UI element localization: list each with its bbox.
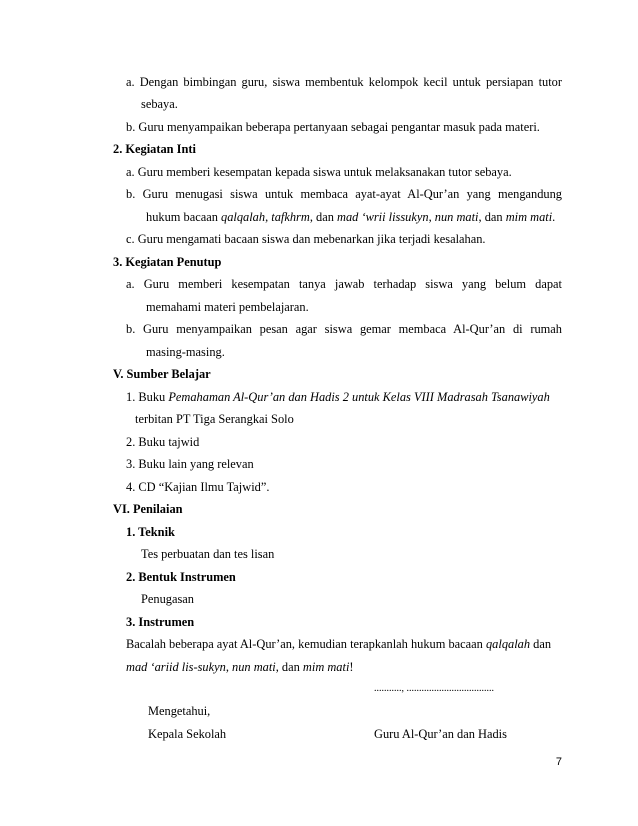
mengetahui-label: Mengetahui, [148,704,211,718]
term-nun-mati: nun mati [434,210,479,224]
inti-a: a. Guru memberi kesempatan kepada siswa untuk melaksanakan tutor sebaya. [126,165,512,179]
sumber-2: 2. Buku tajwid [126,435,200,449]
instrumen-line1 [126,636,551,652]
instrumen-heading: 3. Instrumen [126,615,195,629]
bentuk-instrumen-value: Penugasan [141,592,194,606]
kegiatan-penutup-heading: 3. Kegiatan Penutup [113,255,222,269]
sumber-4: 4. CD “Kajian Ilmu Tajwid”. [126,480,270,494]
pembukaan-a-line1: a. Dengan bimbingan guru, siswa membentuk kelompok kecil untuk persiapan tutor [126,75,562,89]
pembukaan-b: b. Guru menyampaikan beberapa pertanyaan sebagai pengantar masuk pada materi. [126,120,540,134]
penutup-a-line2: memahami materi pembelajaran. [146,300,309,314]
kepala-sekolah-label: Kepala Sekolah [148,727,227,741]
inti-c: c. Guru mengamati bacaan siswa dan mebenarkan jika terjadi kesalahan. [126,232,486,246]
sumber-1-line2: terbitan PT Tiga Serangkai Solo [135,412,294,426]
sumber-3: 3. Buku lain yang relevan [126,457,254,471]
place-date: ..........., ................................... [374,683,494,694]
text-run: hukum bacaan [146,210,222,224]
bentuk-instrumen-heading: 2. Bentuk Instrumen [126,570,236,584]
text-run: , dan [275,660,303,674]
text-run: , dan [478,210,506,224]
text-run: . [552,210,556,224]
text-run: dan [530,637,552,651]
penutup-a-line1: a. Guru memberi kesempatan tanya jawab terhadap siswa yang belum dapat [126,277,562,291]
penutup-b-line2: masing-masing. [146,345,225,359]
instrumen-line2 [126,659,354,675]
text-run: , [265,210,272,224]
page-number: 7 [555,756,562,768]
text-run: Bacalah beberapa ayat Al-Qur’an, kemudian terapkanlah hukum bacaan [126,637,486,651]
text-run: 1. Buku [126,390,169,404]
teknik-value: Tes perbuatan dan tes lisan [141,547,275,561]
sumber-belajar-heading: V. Sumber Belajar [113,367,211,381]
term-qalqalah: qalqalah [221,210,266,224]
term-mim-mati: mim mati [505,210,553,224]
pembukaan-a-line2: sebaya. [141,97,178,111]
sumber-1-line1 [126,389,550,405]
book-title: Pemahaman Al-Qur’an dan Hadis 2 untuk Kelas VIII Madrasah Tsanawiyah [168,390,550,404]
inti-b-line2 [146,209,555,225]
guru-label: Guru Al-Qur’an dan Hadis [374,727,507,741]
text-run: , [428,210,435,224]
text-run: , dan [309,210,338,224]
term-tafkhim: tafkhrm [271,210,310,224]
penutup-b-line1: b. Guru menyampaikan pesan agar siswa gemar membaca Al-Qur’an di rumah [126,322,562,336]
teknik-heading: 1. Teknik [126,525,175,539]
text-run: , [225,660,233,674]
term-mad: mad ‘ariid lis-sukyn [126,660,226,674]
term-mim-mati: mim mati [302,660,350,674]
penilaian-heading: VI. Penilaian [113,502,183,516]
text-run: ! [349,660,354,674]
term-qalqalah: qalqalah [485,637,531,651]
inti-b-line1: b. Guru menugasi siswa untuk membaca ayat-ayat Al-Qur’an yang mengandung [126,187,562,201]
kegiatan-inti-heading: 2. Kegiatan Inti [113,142,196,156]
term-mad: mad ‘wrii lissukyn [337,210,429,224]
term-nun-mati: nun mati [232,660,276,674]
